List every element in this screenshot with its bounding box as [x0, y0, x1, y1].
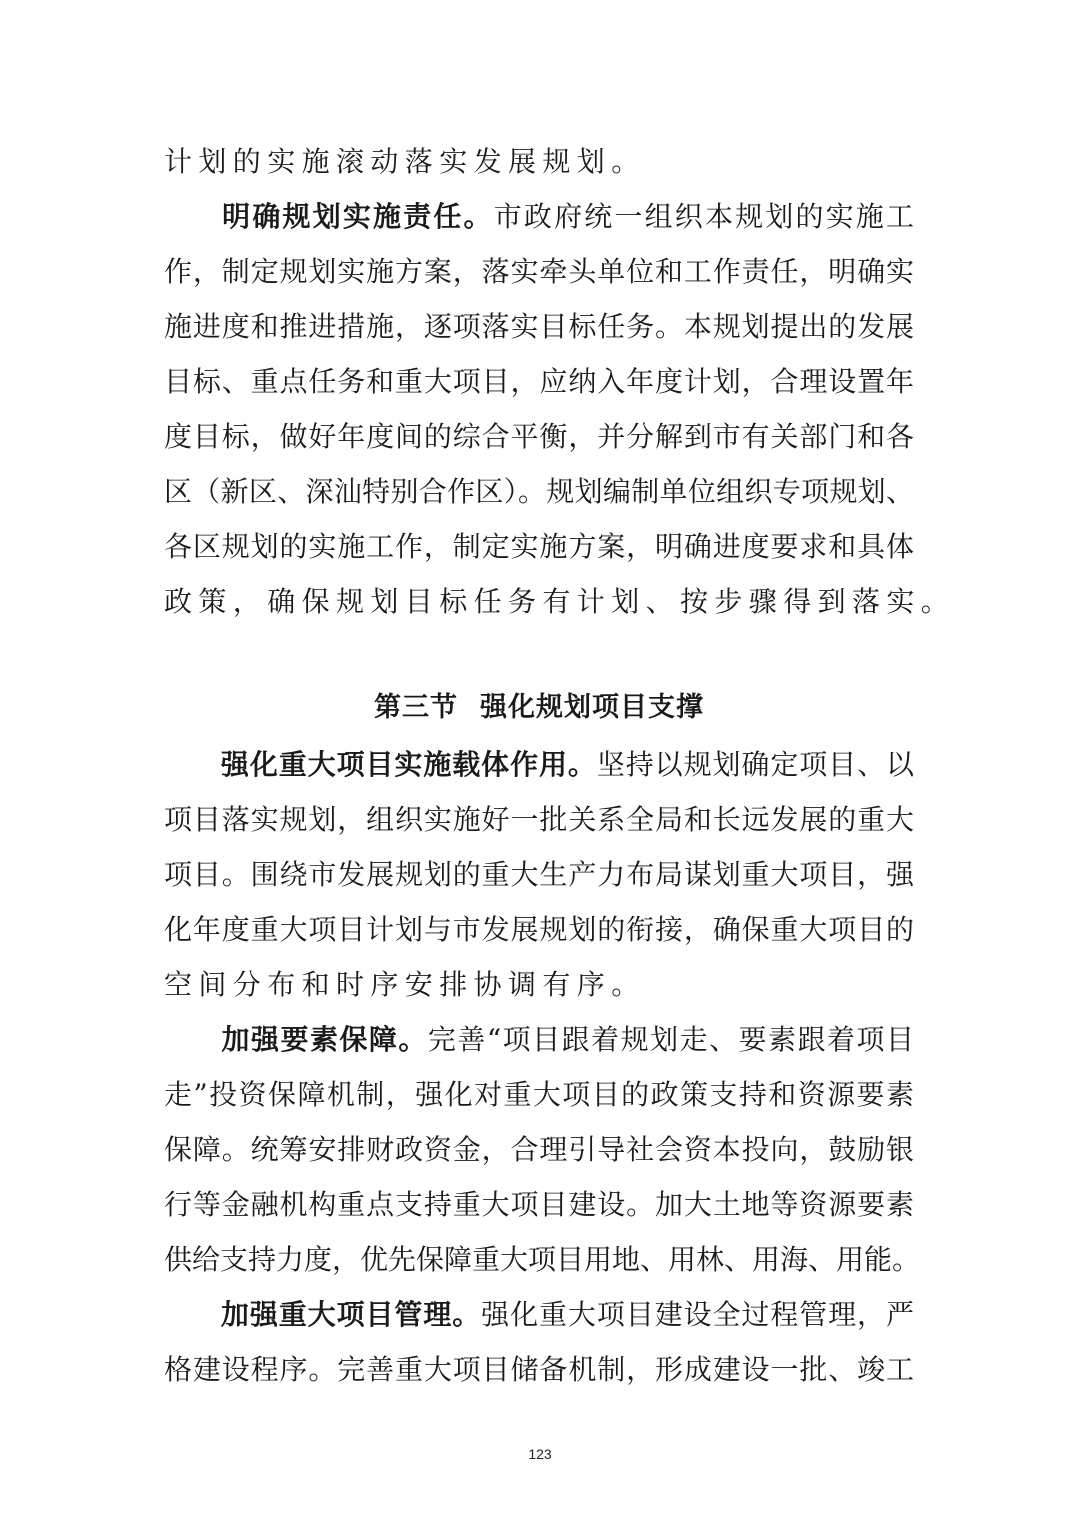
text-span: 强化重大项目建设全过程管理，严: [481, 1298, 914, 1331]
text-line: 化年度重大项目计划与市发展规划的衔接，确保重大项目的: [164, 913, 914, 946]
text-line: 各区规划的实施工作，制定实施方案，明确进度要求和具体: [164, 530, 914, 563]
text-line: 行等金融机构重点支持重大项目建设。加大土地等资源要素: [164, 1188, 914, 1221]
text-line: 施进度和推进措施，逐项落实目标任务。本规划提出的发展: [164, 310, 914, 343]
text-line: 度目标，做好年度间的综合平衡，并分解到市有关部门和各: [164, 420, 914, 453]
paragraph-lead: 强化重大项目实施载体作用。: [220, 748, 597, 781]
paragraph-first-line: [164, 1020, 914, 1060]
paragraph-first-line: [164, 1295, 914, 1335]
section-number: 第三节: [374, 692, 458, 723]
text-line: 走”投资保障机制，强化对重大项目的政策支持和资源要素: [164, 1078, 914, 1111]
text-line: 格建设程序。完善重大项目储备机制，形成建设一批、竣工: [164, 1353, 914, 1386]
text-span: 坚持以规划确定项目、以: [596, 748, 914, 781]
paragraph-first-line: [164, 197, 914, 237]
section-title: 强化规划项目支撑: [480, 692, 704, 723]
text-line: 计划的实施滚动落实发展规划。: [164, 145, 646, 178]
paragraph-lead: 加强要素保障。: [220, 1023, 428, 1056]
text-span: 完善“项目跟着规划走、要素跟着项目: [427, 1023, 914, 1056]
section-heading: [164, 688, 914, 728]
paragraph-first-line: [164, 745, 914, 785]
text-line: 空间分布和时序安排协调有序。: [164, 968, 646, 1001]
text-line: 目标、重点任务和重大项目，应纳入年度计划，合理设置年: [164, 365, 914, 398]
text-line: 区（新区、深汕特别合作区）。规划编制单位组织专项规划、: [164, 475, 914, 508]
paragraph-lead: 明确规划实施责任。: [220, 200, 494, 233]
text-line: 作，制定规划实施方案，落实牵头单位和工作责任，明确实: [164, 255, 914, 288]
text-line: 保障。统筹安排财政资金，合理引导社会资本投向，鼓励银: [164, 1133, 914, 1166]
text-line: 项目。围绕市发展规划的重大生产力布局谋划重大项目，强: [164, 858, 914, 891]
page-number: 123: [528, 1446, 552, 1462]
text-line: 供给支持力度，优先保障重大项目用地、用林、用海、用能。: [164, 1243, 921, 1276]
text-line: 项目落实规划，组织实施好一批关系全局和长远发展的重大: [164, 803, 914, 836]
paragraph-lead: 加强重大项目管理。: [220, 1298, 482, 1331]
text-line: 政策，确保规划目标任务有计划、按步骤得到落实。: [164, 585, 956, 618]
text-span: 市政府统一组织本规划的实施工: [493, 200, 914, 233]
